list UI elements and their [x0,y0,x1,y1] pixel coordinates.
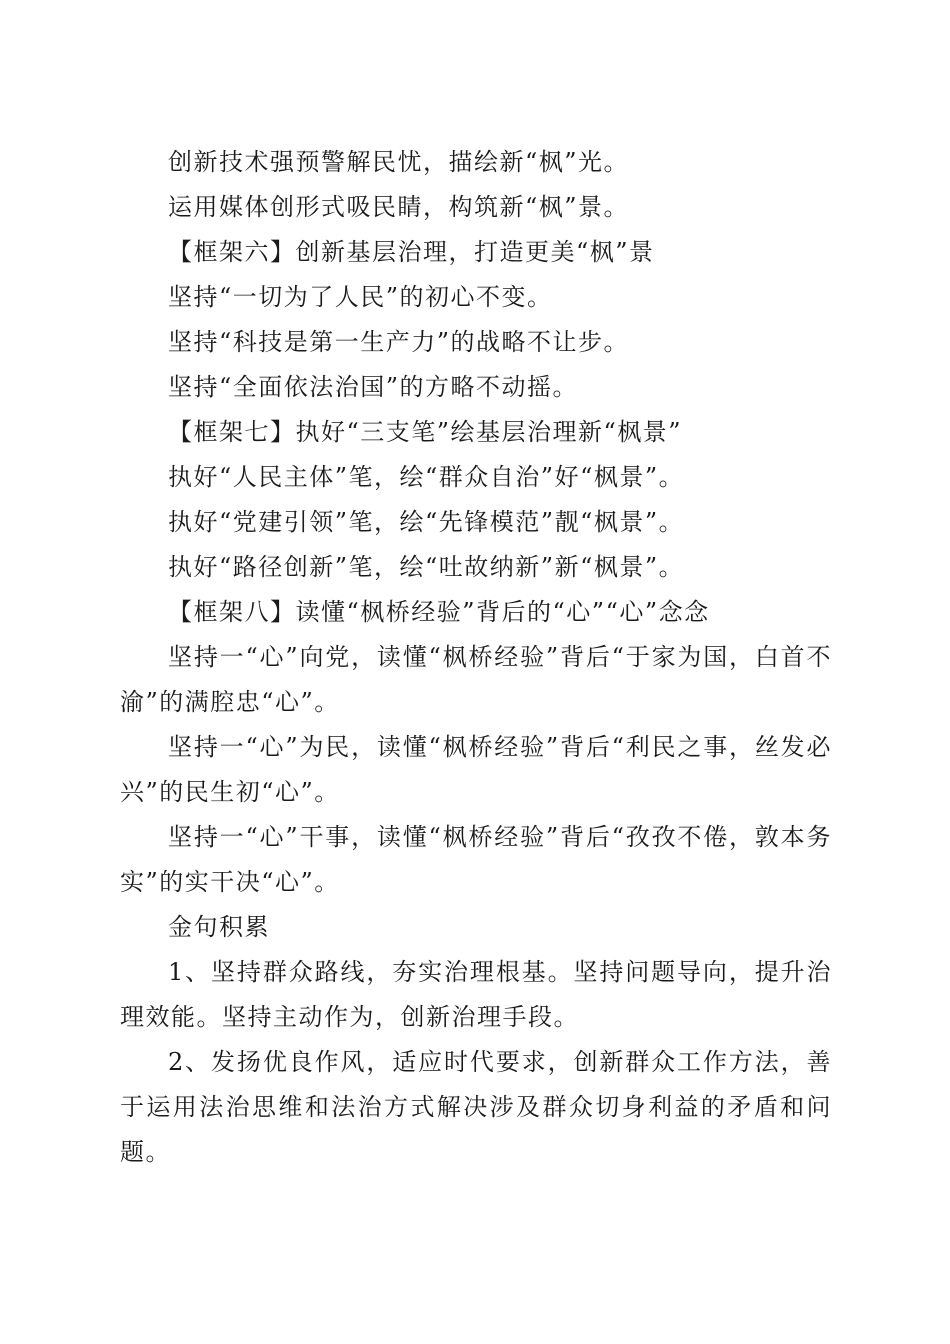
section-heading: 【框架六】创新基层治理，打造更美“枫”景 [168,238,655,266]
paragraph: 坚持一“心”向党，读懂“枫桥经验”背后“于家为国，白首不渝”的满腔忠“心”。 [120,643,832,716]
document-body [120,140,832,1175]
paragraph: 执好“党建引领”笔，绘“先锋模范”靓“枫景”。 [168,508,685,536]
paragraph: 2、发扬优良作风，适应时代要求，创新群众工作方法，善于运用法治思维和法治方式解决涉及群众切身利益的矛盾和问题。 [120,1048,832,1166]
paragraph: 执好“人民主体”笔，绘“群众自治”好“枫景”。 [168,463,685,491]
paragraph: 坚持“科技是第一生产力”的战略不让步。 [168,328,630,356]
paragraph: 坚持“全面依法治国”的方略不动摇。 [168,373,579,401]
section-heading: 金句积累 [168,913,270,941]
paragraph: 坚持“一切为了人民”的初心不变。 [168,283,553,311]
paragraph: 1、坚持群众路线，夯实治理根基。坚持问题导向，提升治理效能。坚持主动作为，创新治理手段。 [120,958,832,1031]
paragraph: 执好“路径创新”笔，绘“吐故纳新”新“枫景”。 [168,553,685,581]
paragraph: 运用媒体创形式吸民睛，构筑新“枫”景。 [168,193,630,221]
section-heading: 【框架八】读懂“枫桥经验”背后的“心”“心”念念 [168,598,710,626]
paragraph: 坚持一“心”干事，读懂“枫桥经验”背后“孜孜不倦，敦本务实”的实干决“心”。 [120,823,832,896]
paragraph: 坚持一“心”为民，读懂“枫桥经验”背后“利民之事，丝发必兴”的民生初“心”。 [120,733,832,806]
paragraph: 创新技术强预警解民忧，描绘新“枫”光。 [168,148,630,176]
section-heading: 【框架七】执好“三支笔”绘基层治理新“枫景” [168,418,683,446]
